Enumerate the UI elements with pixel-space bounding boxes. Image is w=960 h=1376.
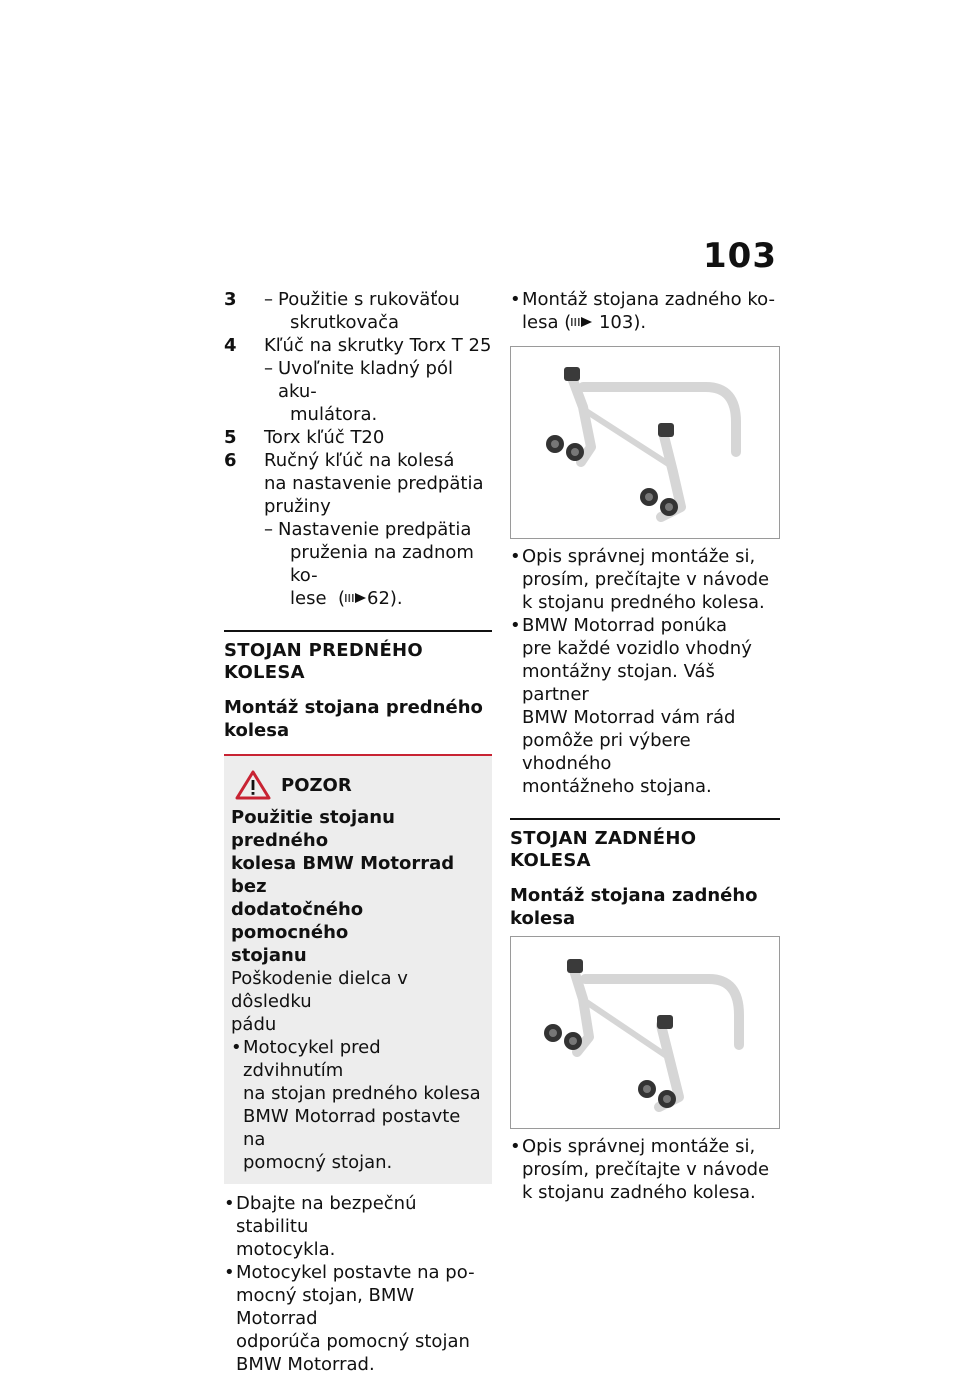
page-reference[interactable]: lesa ( 103). (522, 312, 647, 333)
tool-item-3: 3 – Použitie s rukoväťou skrutkovača (224, 289, 460, 333)
warning-title: Použitie stojanu predného kolesa BMW Motorrad bez dodatočného pomocného stojanu (231, 807, 455, 966)
subsection-title: Montáž stojana predného kolesa (224, 697, 483, 741)
tool-line: Torx kľúč T20 (264, 427, 385, 448)
tool-number: 6 (224, 450, 237, 471)
tool-item-4: 4 Kľúč na skrutky Torx T 25 – Uvoľnite kladný pól aku- mulátora. (224, 335, 492, 425)
section-title: STOJAN PREDNÉHO KOLESA (224, 640, 424, 683)
tool-line: Ručný kľúč na kolesá (264, 450, 455, 471)
tool-sub-line: Uvoľnite kladný pól aku- (278, 358, 453, 402)
tool-line: pružiny (264, 496, 331, 517)
warning-box (224, 754, 492, 1184)
page-reference-arrow-icon (345, 592, 367, 604)
left-column (224, 288, 492, 1376)
tool-sub-line: pruženia na zadnom ko- (290, 542, 474, 586)
subsection-title: Montáž stojana zadného kolesa (510, 885, 758, 929)
section-title: STOJAN ZADNÉHO KOLESA (510, 828, 697, 871)
list-item: • BMW Motorrad ponúka pre každé vozidlo vhodný montážny stojan. Váš partner BMW Motorrad vám rád pomôže pri výbere vhodného montážneho stojana. (510, 615, 752, 797)
front-wheel-stand-figure (510, 346, 780, 539)
list-item: • Opis správnej montáže si, prosím, prečítajte v návode k stojanu predného kolesa. (510, 546, 770, 613)
tool-item-6: 6 Ručný kľúč na kolesá na nastavenie predpätia pružiny – Nastavenie predpätia pruženia na zadnom ko- lese ( 62). (224, 449, 492, 610)
section-rear-stand (510, 818, 780, 930)
tool-number: 5 (224, 427, 237, 448)
tool-item-5 (224, 426, 492, 449)
tool-number: 4 (224, 335, 237, 356)
rear-stand-illustration (511, 937, 779, 1128)
list-item: • Opis správnej montáže si, prosím, prečítajte v návode k stojanu zadného kolesa. (510, 1136, 770, 1203)
warning-bullet: • Motocykel pred zdvihnutím na stojan predného kolesa BMW Motorrad postavte na pomocný stojan. (231, 1037, 481, 1173)
warning-label: POZOR (281, 774, 352, 796)
section-front-stand (224, 630, 492, 742)
list-item: • Montáž stojana zadného ko- lesa ( 103). (510, 289, 776, 333)
warning-body: Poškodenie dielca v dôsledku pádu (231, 968, 408, 1035)
right-column (510, 288, 780, 1204)
tool-sub-line: Použitie s rukoväťou (278, 289, 460, 310)
rear-wheel-stand-figure (510, 936, 780, 1129)
page-reference-arrow-icon (571, 316, 593, 328)
front-stand-illustration (511, 347, 779, 538)
tool-sub-line: mulátora. (290, 404, 378, 425)
list-item: • Motocykel postavte na po- mocný stojan, BMW Motorrad odporúča pomocný stojan BMW Motorrad. (224, 1262, 475, 1375)
tool-line: na nastavenie predpätia (264, 473, 484, 494)
tool-sub-line: skrutkovača (290, 312, 400, 333)
page-number: 103 (703, 236, 777, 276)
warning-triangle-icon (235, 770, 271, 800)
tool-sub-line: Nastavenie predpätia (278, 519, 472, 540)
page-reference[interactable]: lese ( 62). (290, 588, 403, 609)
tool-number: 3 (224, 289, 237, 310)
tool-line: Kľúč na skrutky Torx T 25 (264, 335, 492, 356)
list-item: • Dbajte na bezpečnú stabilitu motocykla. (224, 1193, 417, 1260)
